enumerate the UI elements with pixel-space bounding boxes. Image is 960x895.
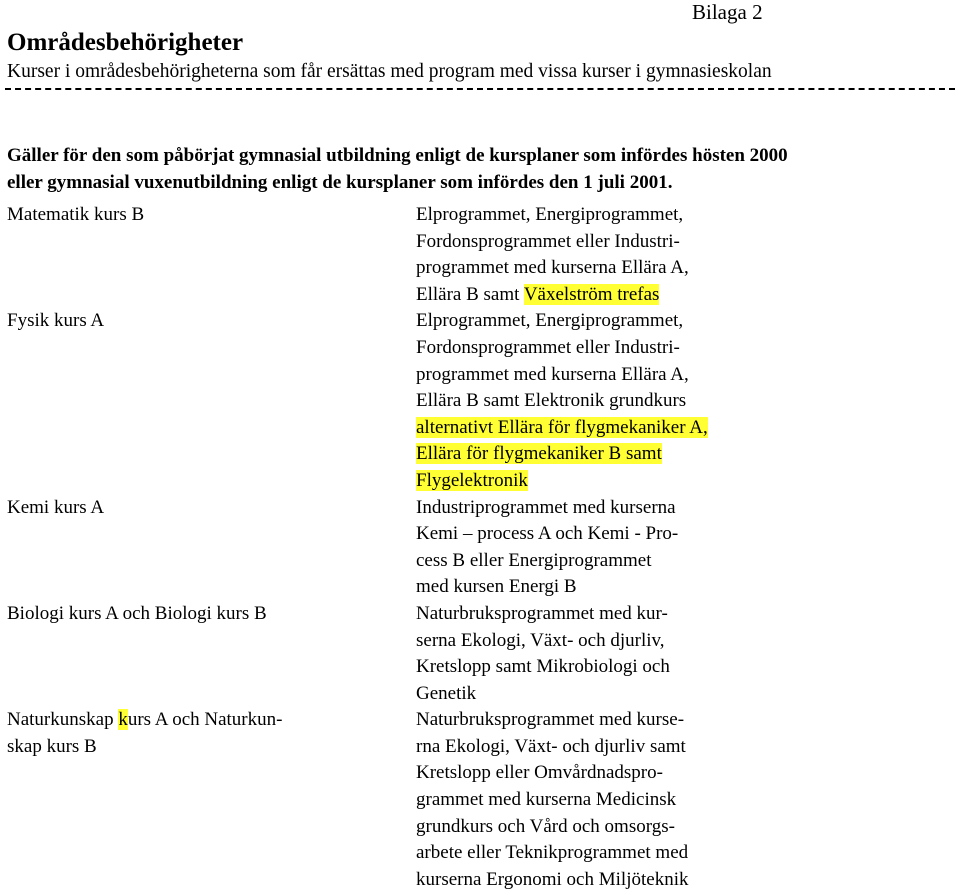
program-line: Kemi – process A och Kemi - Pro- (416, 523, 679, 545)
course-text: Naturkunskap (7, 709, 119, 731)
spacer (7, 521, 282, 548)
spacer (7, 574, 282, 601)
program-line: arbete eller Teknikprogrammet med (416, 842, 689, 864)
program-line (416, 441, 708, 468)
course-name-physics: Fysik kurs A (7, 310, 105, 332)
program-line: Genetik (416, 682, 477, 704)
highlighted-text: Ellära för flygmekaniker B samt (416, 443, 662, 465)
spacer (7, 654, 282, 681)
course-name-biology: Biologi kurs A och Biologi kurs B (7, 602, 267, 624)
course-text: urs A och Naturkun- (127, 709, 283, 731)
program-line (416, 415, 708, 442)
program-column (416, 202, 708, 893)
intro-text (7, 143, 960, 196)
program-line: Fordonsprogrammet eller Industri- (416, 336, 680, 358)
highlighted-text: alternativt Ellära för flygmekaniker A, (416, 416, 708, 438)
spacer (7, 468, 282, 495)
appendix-label: Bilaga 2 (692, 0, 763, 24)
spacer (7, 415, 282, 442)
program-line: med kursen Energi B (416, 576, 577, 598)
program-line: Naturbruksprogrammet med kur- (416, 602, 668, 624)
spacer (7, 282, 282, 309)
course-name-chemistry: Kemi kurs A (7, 496, 105, 518)
course-name-mathematics: Matematik kurs B (7, 204, 145, 225)
spacer (7, 628, 282, 655)
program-line: serna Ekologi, Växt- och djurliv, (416, 629, 665, 651)
program-line (416, 468, 708, 495)
program-line: cess B eller Energiprogrammet (416, 549, 652, 571)
program-line: rna Ekologi, Växt- och djurliv samt (416, 735, 686, 757)
intro-line: Gäller för den som påbörjat gymnasial utbildning enligt de kursplaner som infördes hösten 2000 (7, 145, 788, 166)
course-name-natural-science (7, 707, 282, 734)
intro-line: eller gymnasial vuxenutbildning enligt de kursplaner som infördes den 1 juli 2001. (7, 171, 673, 193)
page-subtitle: Kurser i områdesbehörigheterna som får ersättas med program med vissa kurser i gymnasieskolan (7, 61, 772, 82)
spacer (7, 388, 282, 415)
program-line: Kretslopp eller Omvårdnadspro- (416, 762, 663, 784)
program-line: programmet med kurserna Ellära A, (416, 363, 689, 385)
program-line: Fordonsprogrammet eller Industri- (416, 230, 680, 252)
spacer (7, 441, 282, 468)
spacer (7, 548, 282, 575)
spacer (7, 681, 282, 708)
highlighted-text: k (118, 709, 128, 731)
spacer (7, 362, 282, 389)
program-line (416, 282, 708, 309)
highlighted-text: Växelström trefas (523, 283, 660, 305)
program-line: grundkurs och Vård och omsorgs- (416, 815, 675, 837)
dashed-separator (5, 88, 955, 90)
program-line: Elprogrammet, Energiprogrammet, (416, 310, 684, 332)
program-line: grammet med kurserna Medicinsk (416, 789, 677, 811)
course-name-natural-science-cont: skap kurs B (7, 735, 97, 757)
program-line: Industriprogrammet med kurserna (416, 496, 676, 518)
page-title: Områdesbehörigheter (7, 29, 244, 56)
program-line: Naturbruksprogrammet med kurse- (416, 709, 685, 731)
program-line: programmet med kurserna Ellära A, (416, 257, 689, 279)
program-line: kurserna Ergonomi och Miljöteknik (416, 868, 689, 890)
course-column (7, 202, 282, 760)
spacer (7, 229, 282, 256)
program-line: Ellära B samt Elektronik grundkurs (416, 390, 687, 412)
program-line: Elprogrammet, Energiprogrammet, (416, 204, 684, 225)
program-line: Kretslopp samt Mikrobiologi och (416, 656, 670, 678)
highlighted-text: Flygelektronik (416, 469, 528, 491)
spacer (7, 335, 282, 362)
program-text: Ellära B samt (416, 283, 524, 305)
spacer (7, 255, 282, 282)
